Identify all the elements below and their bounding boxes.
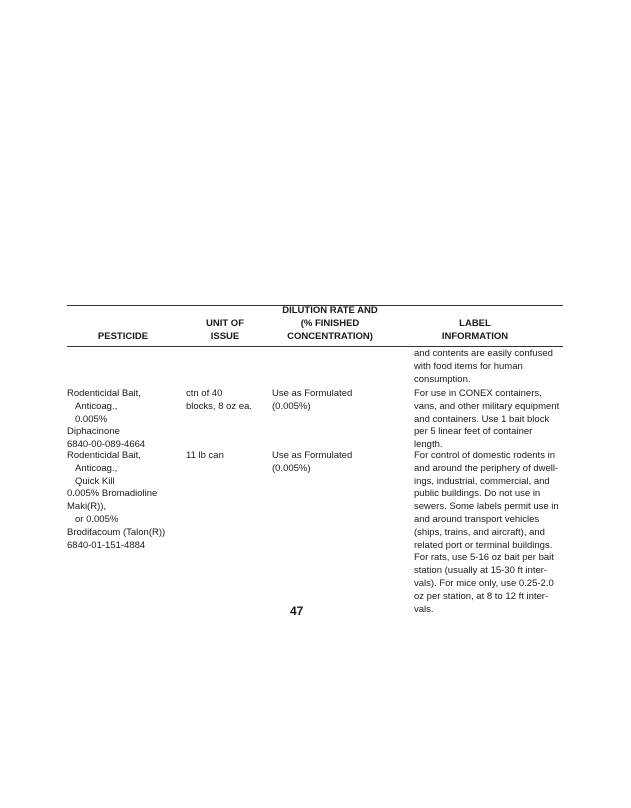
header-unit-of-issue bbox=[180, 317, 270, 343]
header-dilution-rate bbox=[265, 304, 395, 343]
header-line: UNIT OF bbox=[206, 318, 244, 329]
row-1-pesticide bbox=[67, 388, 145, 452]
row-1-dilution bbox=[272, 388, 352, 414]
header-line: CONCENTRATION) bbox=[287, 331, 373, 342]
header-line: (% FINISHED bbox=[300, 318, 360, 329]
text-line: 0.005% Bromadioline bbox=[67, 488, 158, 500]
text-line: blocks, 8 oz ea. bbox=[186, 400, 253, 412]
text-line: Use as Formulated bbox=[272, 450, 353, 461]
header-label-information bbox=[420, 317, 530, 343]
text-line: Maki(R)), bbox=[67, 501, 107, 513]
text-line: ctn of 40 bbox=[186, 388, 223, 399]
text-line: station (usually at 15-30 ft inter- bbox=[414, 565, 548, 577]
text-line: oz per station, at 8 to 12 ft inter- bbox=[414, 590, 549, 602]
row-2-unit bbox=[186, 450, 224, 463]
text-line: Quick Kill bbox=[75, 475, 115, 487]
row-1-unit bbox=[186, 388, 252, 414]
row-2-pesticide bbox=[67, 450, 165, 552]
text-line: Use as Formulated bbox=[272, 388, 353, 399]
text-line: Diphacinone bbox=[67, 426, 120, 438]
text-line: and around transport vehicles bbox=[414, 513, 540, 525]
text-line: per 5 linear feet of container bbox=[414, 426, 533, 438]
text-line: 6840-00-089-4664 bbox=[67, 439, 146, 451]
page-number: 47 bbox=[290, 604, 304, 618]
row-1-label bbox=[414, 388, 559, 452]
table-header-rule bbox=[67, 346, 563, 347]
text-line: 6840-01-151-4884 bbox=[67, 539, 146, 551]
text-line: related port or terminal buildings. bbox=[414, 539, 553, 551]
text-line: with food items for human bbox=[414, 360, 523, 372]
text-line: vals. bbox=[414, 603, 434, 615]
row-2-label bbox=[414, 450, 559, 616]
text-line: 11 lb can bbox=[186, 450, 224, 461]
text-line: 0.005% bbox=[75, 413, 108, 425]
text-line: For rats, use 5-16 oz bait per bait bbox=[414, 552, 554, 564]
header-line: DILUTION RATE AND bbox=[282, 305, 378, 316]
row-0-label bbox=[414, 348, 553, 386]
text-line: or 0.005% bbox=[75, 513, 119, 525]
text-line: and contents are easily confused bbox=[414, 348, 553, 359]
text-line: length. bbox=[414, 439, 443, 451]
text-line: public buildings. Do not use in bbox=[414, 488, 541, 500]
text-line: vals). For mice only, use 0.25-2.0 bbox=[414, 577, 554, 589]
text-line: Rodenticidal Bait, bbox=[67, 388, 141, 399]
text-line: ings, industrial, commercial, and bbox=[414, 475, 550, 487]
header-pesticide: PESTICIDE bbox=[97, 331, 149, 342]
row-2-dilution bbox=[272, 450, 352, 476]
text-line: vans, and other military equipment bbox=[414, 400, 560, 412]
text-line: sewers. Some labels permit use in bbox=[414, 501, 559, 513]
text-line: consumption. bbox=[414, 373, 471, 385]
text-line: Anticoag., bbox=[75, 462, 118, 474]
text-line: Rodenticidal Bait, bbox=[67, 450, 141, 461]
text-line: (0.005%) bbox=[272, 462, 311, 474]
text-line: For use in CONEX containers, bbox=[414, 388, 542, 399]
header-line: LABEL bbox=[459, 318, 491, 329]
text-line: (0.005%) bbox=[272, 400, 311, 412]
text-line: and around the periphery of dwell- bbox=[414, 462, 559, 474]
text-line: Anticoag., bbox=[75, 400, 118, 412]
header-line: INFORMATION bbox=[441, 331, 509, 342]
text-line: For control of domestic rodents in bbox=[414, 450, 555, 461]
text-line: and containers. Use 1 bait block bbox=[414, 413, 550, 425]
text-line: (ships, trains, and aircraft), and bbox=[414, 526, 545, 538]
text-line: Brodifacoum (Talon(R)) bbox=[67, 526, 166, 538]
header-line: ISSUE bbox=[210, 331, 240, 342]
